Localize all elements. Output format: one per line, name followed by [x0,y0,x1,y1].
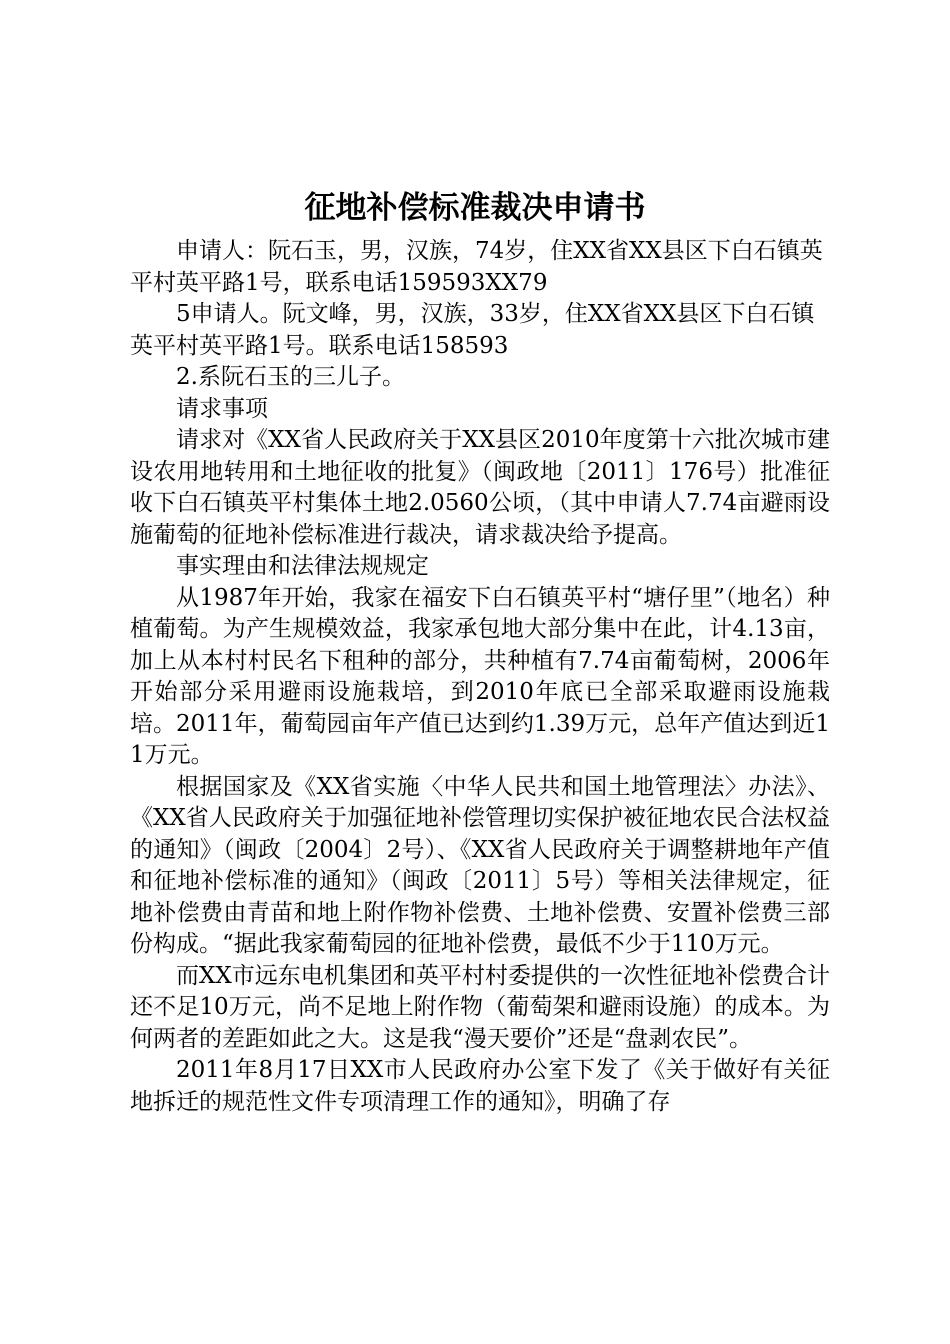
paragraph-applicant-1: 申请人：阮石玉，男，汉族，74岁，住XX省XX县区下白石镇英平村英平路1号，联系电话159593XX79 [130,238,823,296]
paragraph-facts-4: 2011年8月17日XX市人民政府办公室下发了《关于做好有关征地拆迁的规范性文件专项清理工作的通知》，明确了存 [130,1057,830,1115]
paragraph-request: 请求对《XX省人民政府关于XX县区2010年度第十六批次城市建设农用地转用和土地征收的批复》（闽政地〔2011〕176号）批准征收下白石镇英平村集体土地2.0560公顷，（其中申请人7.74亩避雨设施葡萄的征地补偿标准进行裁决，请求裁决给予提高。 [130,427,830,548]
document-body [130,236,830,1118]
paragraph-facts-1: 从1987年开始，我家在福安下白石镇英平村“塘仔里”（地名）种植葡萄。为产生规模效益，我家承包地大部分集中在此，计4.13亩，加上从本村村民名下租种的部分，共种植有7.74亩葡萄树，2006年开始部分采用避雨设施栽培，到2010年底已全部采取避雨设施栽培。2011年，葡萄园亩年产值已达到约1.39万元，总年产值达到近11万元。 [130,584,830,768]
document-title: 征地补偿标准裁决申请书 [304,190,646,226]
paragraph-facts-2: 根据国家及《XX省实施〈中华人民共和国土地管理法〉办法》、《XX省人民政府关于加强征地补偿管理切实保护被征地农民合法权益的通知》（闽政〔2004〕2号）、《XX省人民政府关于调整耕地年产值和征地补偿标准的通知》（闽政〔2011〕5号）等相关法律规定，征地补偿费由青苗和地上附作物补偿费、土地补偿费、安置补偿费三部份构成。“据此我家葡萄园的征地补偿费，最低不少于110万元。 [130,773,830,957]
paragraph-applicant-2: 5申请人。阮文峰，男，汉族，33岁，住XX省XX县区下白石镇英平村英平路1号。联系电话158593 [130,301,815,359]
paragraph-facts-3: 而XX市远东电机集团和英平村村委提供的一次性征地补偿费合计还不足10万元，尚不足地上附作物（葡萄架和避雨设施）的成本。为何两者的差距如此之大。这是我“漫天要价”还是“盘剥农民”。 [130,962,830,1052]
heading-requests: 请求事项 [176,395,268,422]
paragraph-relation: 2.系阮石玉的三儿子。 [176,364,405,390]
heading-facts: 事实理由和法律法规规定 [176,553,429,579]
